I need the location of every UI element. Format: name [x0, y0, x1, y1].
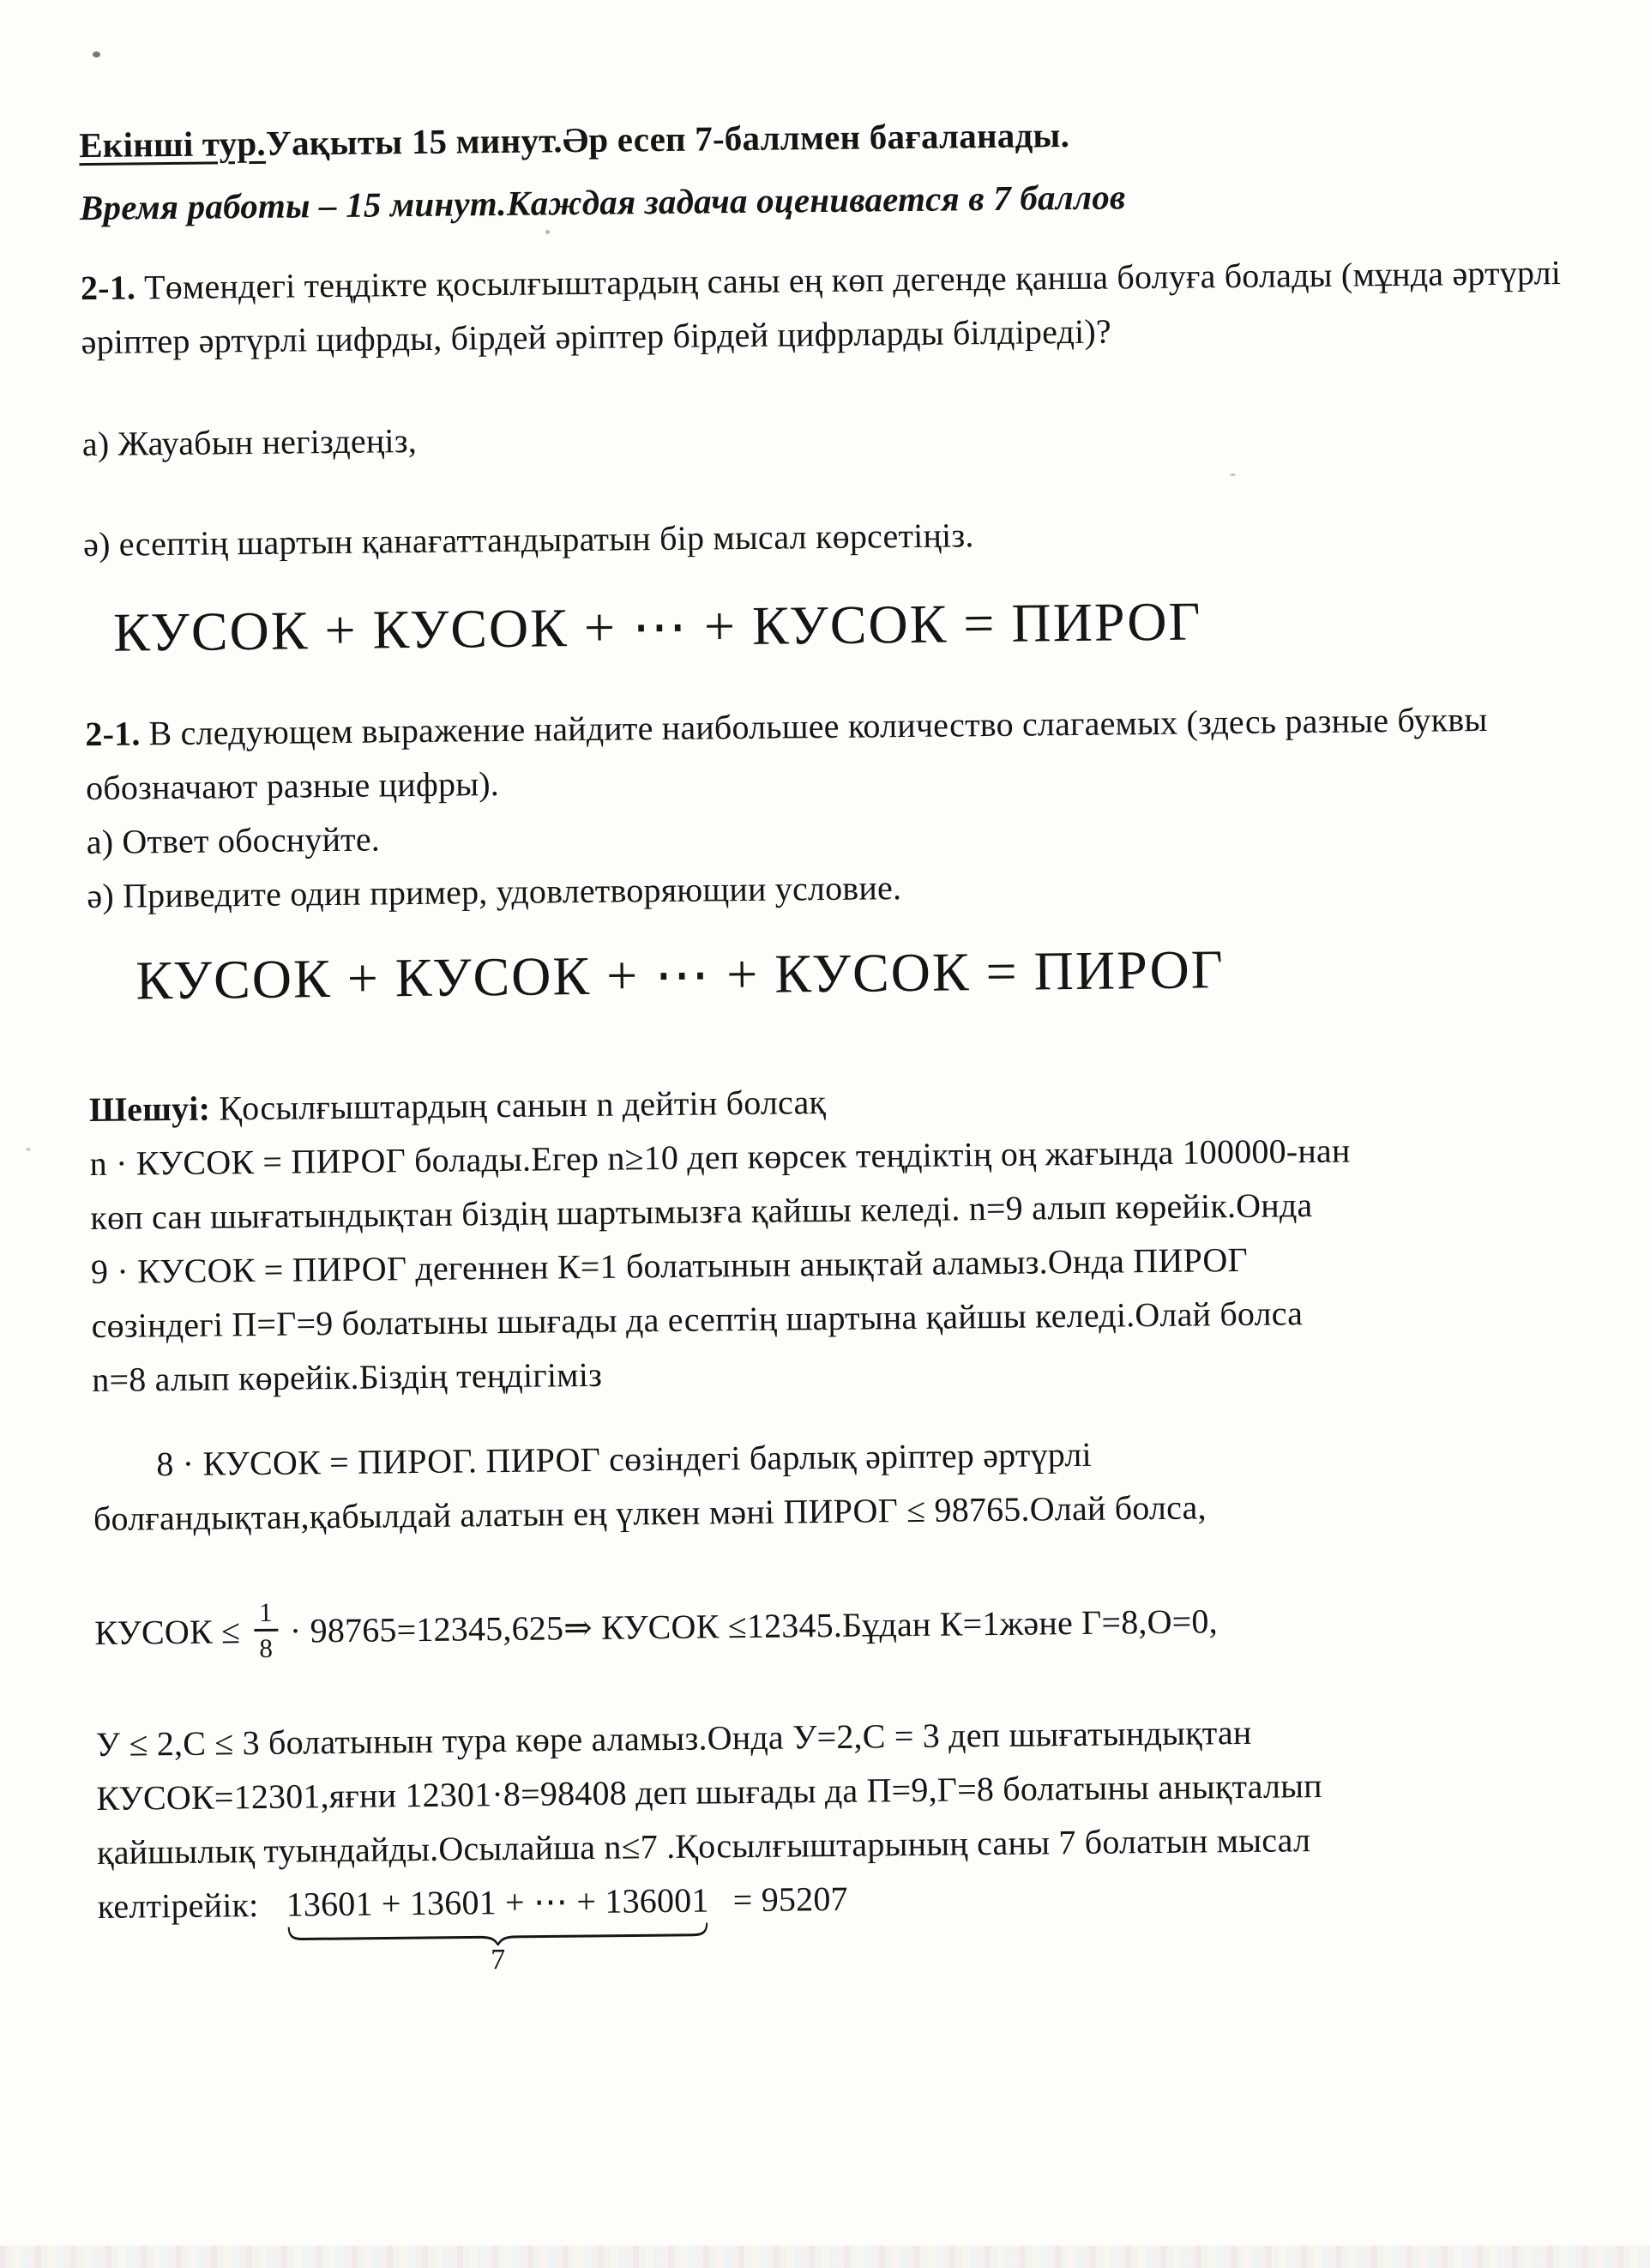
solution-inequality-line — [94, 1565, 1611, 1683]
solution-line-1-text: Қосылғыштардың санын n дейтін болсақ — [219, 1083, 827, 1128]
solution-line-2: n · КУСОК = ПИРОГ болады.Егер n≥10 деп көрсек теңдіктің оң жағында 100000-нан — [89, 1131, 1351, 1184]
equation-kazakh: КУСОК + КУСОК + ⋯ + КУСОК = ПИРОГ — [112, 590, 1202, 663]
document-content — [78, 103, 1614, 1976]
inequality-suffix: · 98765=12345,625⇒ КУСОК ≤12345.Бұдан К=1және Г=8,О=0, — [289, 1601, 1219, 1650]
solution-label: Шешуі: — [88, 1089, 211, 1130]
final-result: = 95207 — [732, 1879, 848, 1920]
problem-kazakh — [81, 245, 1598, 370]
problem-number: 2-1. — [85, 714, 141, 754]
brace-count: 7 — [491, 1944, 506, 1976]
fraction-numerator: 1 — [254, 1598, 278, 1632]
solution-line-4: 9 · КУСОК = ПИРОГ дегеннен К=1 болатынын анықтай аламыз.Онда ПИРОГ — [90, 1240, 1249, 1292]
solution-line-3: көп сан шығатындықтан біздің шартымызға қайшы келеді. n=9 алып көрейік.Онда — [90, 1185, 1313, 1238]
fraction-denominator: 8 — [259, 1632, 274, 1663]
header-russian: Время работы – 15 минут.Каждая задача оценивается в 7 баллов — [79, 177, 1126, 228]
header-round-rest: Уақыты 15 минут.Әр есеп 7-баллмен бағаланады. — [265, 115, 1070, 163]
equation-russian: КУСОК + КУСОК + ⋯ + КУСОК = ПИРОГ — [135, 938, 1225, 1011]
problem-russian-text: В следующем выражение найдите наибольшее количество слагаемых (здесь разные буквы обозначают разные цифры). — [85, 699, 1488, 808]
solution-line-5: сөзіндегі П=Г=9 болатыны шығады да есептің шартына қайшы келеді.Олай болса — [91, 1294, 1304, 1346]
solution-para2-line-1: 8 · КУСОК = ПИРОГ. ПИРОГ сөзіндегі барлық әріптер әртүрлі — [156, 1434, 1093, 1484]
solution-line-8: КУСОК=12301,яғни 12301·8=98408 деп шығады да П=9,Г=8 болатыны анықталып — [96, 1766, 1322, 1818]
problem-russian-item-b: ә) Приведите один пример, удовлетворяющии условие. — [87, 868, 902, 916]
final-prefix: келтірейік: — [97, 1885, 259, 1926]
solution-section — [88, 1067, 1614, 1976]
fraction-one-eighth — [254, 1598, 278, 1663]
scan-speck — [93, 51, 100, 57]
scan-speck — [26, 1148, 31, 1151]
problem-russian-item-a: а) Ответ обоснуйте. — [86, 819, 381, 862]
solution-line-6: n=8 алып көрейік.Біздің теңдігіміз — [92, 1354, 603, 1400]
problem-kazakh-text: Төмендегі теңдікте қосылғыштардың саны ең көп дегенде қанша болуға болады (мұнда әртүрлі әріптер әртүрлі цифрды, бірдей әріптер бірдей цифрларды білдіреді)? — [81, 253, 1562, 362]
inequality-prefix: КУСОК ≤ — [94, 1611, 241, 1652]
problem-russian — [85, 691, 1602, 816]
final-sum-group — [286, 1873, 709, 1976]
header-round-label: Екінші тур. — [78, 123, 267, 166]
solution-line-7: У ≤ 2,С ≤ 3 болатынын тура көре аламыз.Онда У=2,С = 3 деп шығатындықтан — [95, 1712, 1252, 1764]
solution-line-9: қайшылық туындайды.Осылайша n≤7 .Қосылғыштарының саны 7 болатын мысал — [96, 1820, 1311, 1872]
scan-bottom-edge — [0, 2246, 1650, 2268]
problem-kazakh-item-b: ә) есептің шартын қанағаттандыратын бір мысал көрсетіңіз. — [82, 516, 974, 564]
solution-paragraph-2 — [93, 1422, 1610, 1547]
final-sum: 13601 + 13601 + ⋯ + 136001 — [286, 1880, 709, 1924]
solution-para2-line-2: болғандықтан,қабылдай алатын ең үлкен мәні ПИРОГ ≤ 98765.Олай болса, — [93, 1487, 1207, 1539]
problem-number: 2-1. — [80, 268, 136, 308]
header-kazakh — [79, 103, 1596, 173]
problem-kazakh-item-a: а) Жауабын негіздеңіз, — [81, 421, 418, 464]
